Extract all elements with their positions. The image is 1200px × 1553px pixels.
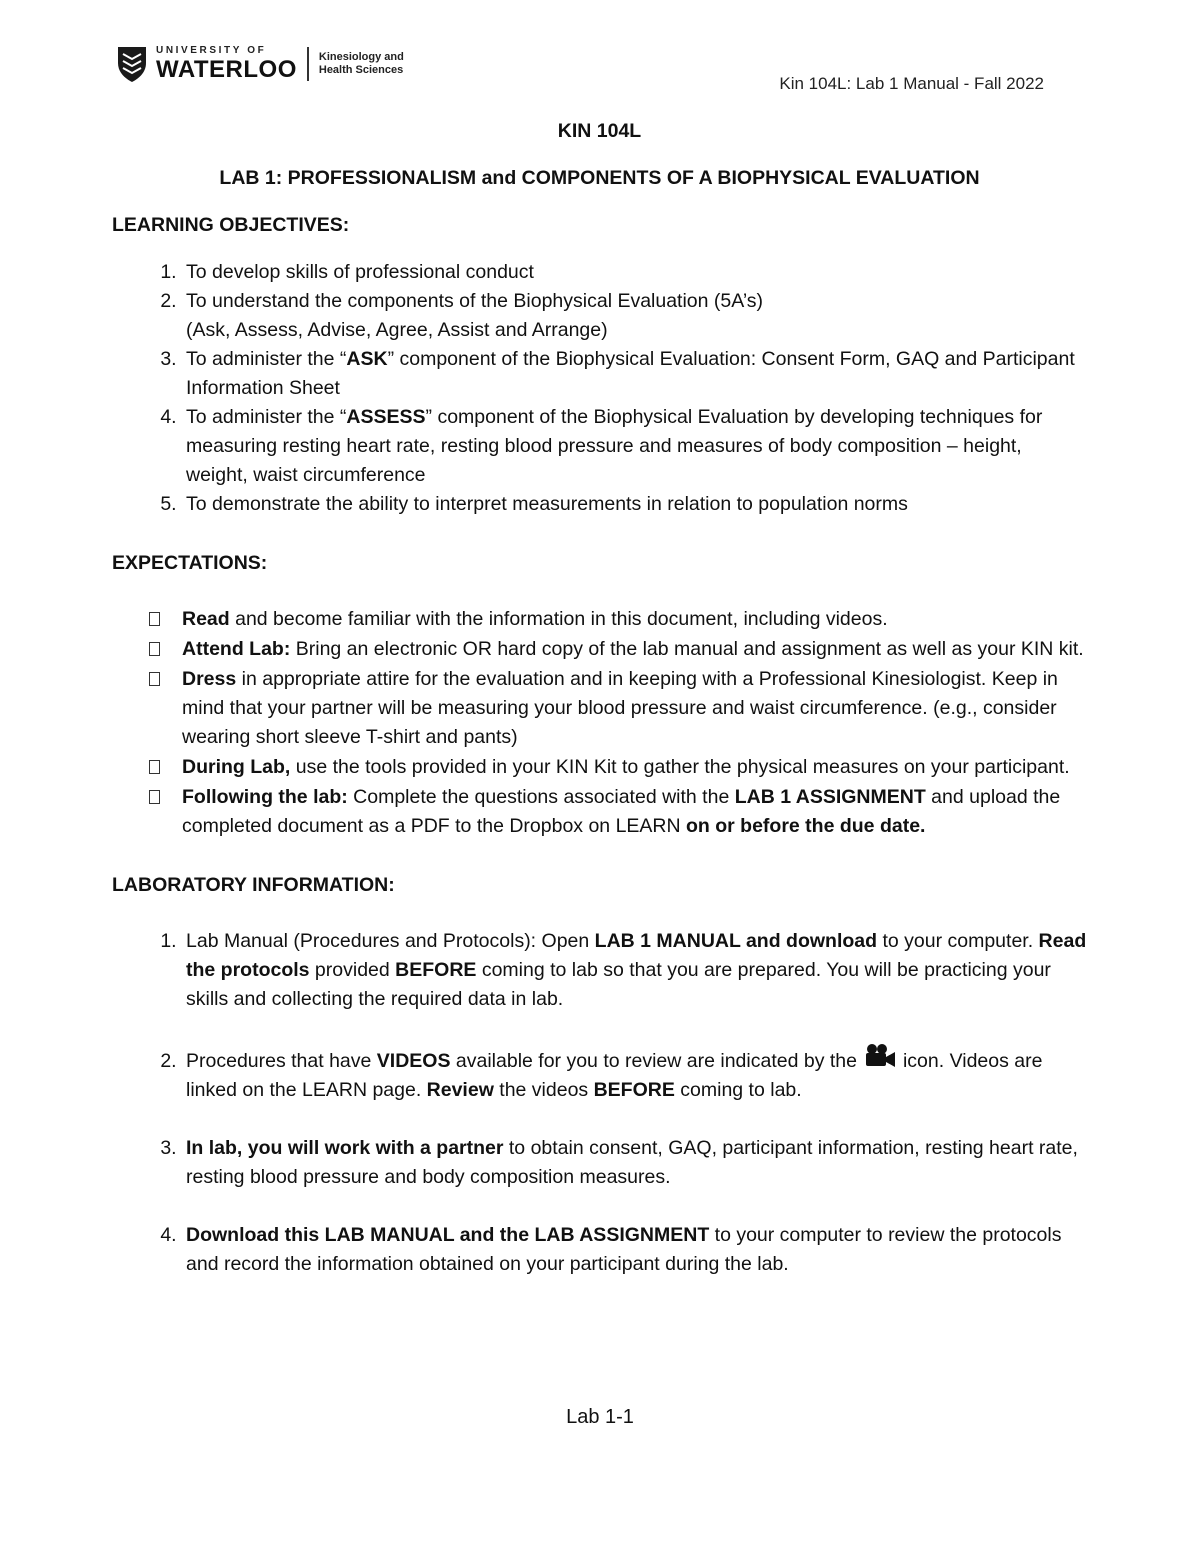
lab-info-text: the videos bbox=[493, 1079, 594, 1101]
objective-text: To develop skills of professional conduct bbox=[186, 261, 534, 283]
lab-info-text: to your computer. bbox=[877, 930, 1039, 952]
expectation-item bbox=[112, 635, 1087, 664]
lab-info-item bbox=[182, 1221, 1087, 1279]
lab-info-heading: LABORATORY INFORMATION: bbox=[112, 874, 395, 896]
logo-name: WATERLOO bbox=[156, 56, 297, 83]
objective-text-cont: (Ask, Assess, Advise, Agree, Assist and Arrange) bbox=[186, 319, 608, 341]
lab-info-text: icon. Videos are linked on the LEARN page. bbox=[186, 1050, 1043, 1101]
lab-info-bold: VIDEOS bbox=[376, 1050, 451, 1072]
objective-item bbox=[182, 258, 1087, 287]
logo-divider bbox=[307, 47, 309, 81]
expectation-text: Complete the questions associated with the bbox=[347, 786, 735, 808]
objective-text: ” component of the Biophysical Evaluation: Consent Form, GAQ and Participant Information Sheet bbox=[186, 348, 1075, 399]
lab-info-list bbox=[112, 927, 1087, 1279]
lab-info-text: to your computer to review the protocols and record the information obtained on your participant during the lab. bbox=[186, 1224, 1062, 1275]
expectation-bold: Dress bbox=[182, 668, 237, 690]
objectives-list bbox=[112, 258, 1087, 519]
course-code: KIN 104L bbox=[557, 120, 642, 142]
lab-info-bold: LAB 1 MANUAL and download bbox=[594, 930, 878, 952]
expectation-bold: During Lab, bbox=[182, 756, 291, 778]
lab-info-text: available for you to review are indicated by the bbox=[450, 1050, 857, 1072]
checkbox-icon bbox=[149, 612, 160, 626]
logo-university-line: UNIVERSITY OF bbox=[156, 45, 267, 56]
expectation-item bbox=[112, 783, 1087, 841]
objective-item bbox=[182, 403, 1087, 490]
lab-info-text: Lab Manual (Procedures and Protocols): Open bbox=[186, 930, 595, 952]
lab-info-item bbox=[182, 1134, 1087, 1192]
crest-icon bbox=[116, 45, 148, 83]
checkbox-icon bbox=[149, 672, 160, 686]
logo-wordmark bbox=[156, 46, 297, 82]
objective-text: ” component of the Biophysical Evaluation by developing techniques for measuring resting heart rate, resting blood pressure and measures of body composition – height, weight, waist circumference bbox=[186, 406, 1043, 486]
lab-info-text: Procedures that have bbox=[186, 1050, 377, 1072]
expectation-bold: Read bbox=[182, 608, 230, 630]
lab-info-text: coming to lab. bbox=[674, 1079, 802, 1101]
lab-info-item bbox=[182, 1043, 1087, 1105]
expectation-text: in appropriate attire for the evaluation and in keeping with a Professional Kinesiologist. Keep in mind that your partner will be measuring your blood pressure and waist circumference. (e.g., consider wearing short sleeve T-shirt and pants) bbox=[182, 668, 1058, 748]
lab-info-item bbox=[182, 927, 1087, 1014]
expectation-text: and become familiar with the information in this document, including videos. bbox=[229, 608, 888, 630]
lab-info-bold: In lab, you will work with a partner bbox=[186, 1137, 504, 1159]
lab-info-bold: BEFORE bbox=[593, 1079, 675, 1101]
lab-info-bold: BEFORE bbox=[395, 959, 477, 981]
logo-faculty-line1: Kinesiology and bbox=[318, 51, 404, 63]
running-head: Kin 104L: Lab 1 Manual - Fall 2022 bbox=[779, 74, 1044, 93]
objective-text: To understand the components of the Biophysical Evaluation (5A’s) bbox=[186, 290, 764, 312]
expectation-item bbox=[112, 665, 1087, 752]
expectation-item bbox=[112, 605, 1087, 634]
expectation-text: and upload the completed document as a PDF to the Dropbox on LEARN bbox=[182, 786, 1061, 837]
expectation-text: Bring an electronic OR hard copy of the lab manual and assignment as well as your KIN kit. bbox=[290, 638, 1084, 660]
document-body bbox=[112, 117, 1087, 1308]
expectation-text: use the tools provided in your KIN Kit to gather the physical measures on your participant. bbox=[290, 756, 1070, 778]
expectation-bold: Attend Lab: bbox=[182, 638, 291, 660]
objective-item bbox=[182, 345, 1087, 403]
lab-info-bold: Download this LAB MANUAL and the LAB ASSIGNMENT bbox=[186, 1224, 710, 1246]
expectations-heading: EXPECTATIONS: bbox=[112, 552, 268, 574]
university-logo bbox=[116, 42, 404, 86]
logo-faculty bbox=[319, 51, 404, 77]
expectation-bold: Following the lab: bbox=[182, 786, 348, 808]
lab-info-bold: Read the protocols bbox=[186, 930, 1087, 981]
checkbox-icon bbox=[149, 760, 160, 774]
video-camera-icon bbox=[863, 1043, 897, 1069]
objective-text: To administer the “ bbox=[186, 406, 347, 428]
objective-bold: ASSESS bbox=[346, 406, 426, 428]
checkbox-icon bbox=[149, 642, 160, 656]
expectation-bold: LAB 1 ASSIGNMENT bbox=[734, 786, 926, 808]
logo-faculty-line2: Health Sciences bbox=[318, 64, 404, 76]
expectation-item bbox=[112, 753, 1087, 782]
checkbox-icon bbox=[149, 790, 160, 804]
objective-bold: ASK bbox=[346, 348, 388, 370]
lab-info-text: to obtain consent, GAQ, participant information, resting heart rate, resting blood pressure and body composition measures. bbox=[186, 1137, 1078, 1188]
lab-info-bold: Review bbox=[426, 1079, 494, 1101]
objectives-heading: LEARNING OBJECTIVES: bbox=[112, 214, 350, 236]
expectations-list bbox=[112, 605, 1087, 841]
expectation-bold: on or before the due date. bbox=[686, 815, 926, 837]
lab-info-text: provided bbox=[309, 959, 396, 981]
objective-item bbox=[182, 287, 1087, 345]
lab-title: LAB 1: PROFESSIONALISM and COMPONENTS OF A BIOPHYSICAL EVALUATION bbox=[219, 167, 980, 189]
lab-info-text: coming to lab so that you are prepared. You will be practicing your skills and collecting the required data in lab. bbox=[186, 959, 1051, 1010]
objective-text: To administer the “ bbox=[186, 348, 347, 370]
objective-text: To demonstrate the ability to interpret measurements in relation to population norms bbox=[186, 493, 908, 515]
page-footer: Lab 1-1 bbox=[566, 1406, 634, 1428]
objective-item bbox=[182, 490, 1087, 519]
